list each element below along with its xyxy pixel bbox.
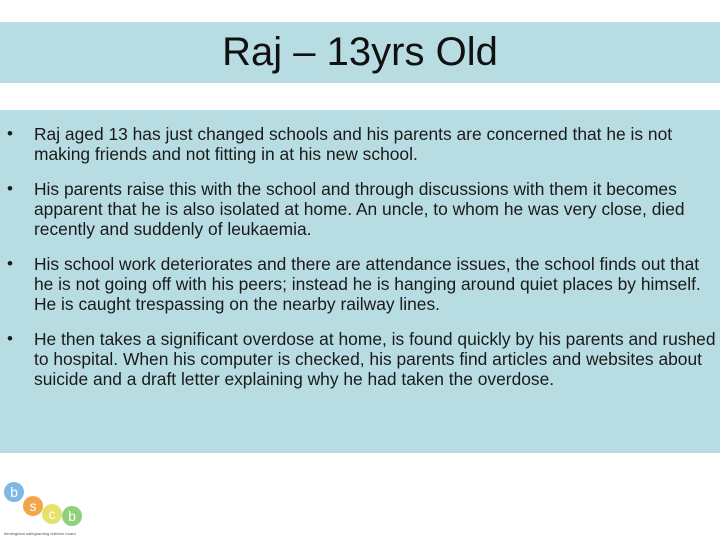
bullet-icon: • [7,329,13,348]
bullet-item [0,124,716,164]
bullet-item [0,254,716,314]
content-panel [0,110,720,453]
bullet-text: His parents raise this with the school and through discussions with them it becomes apparent that he is also isolated at home. An uncle, to whom he was very close, died recently and suddenly of leukaemia. [34,179,685,239]
logo-letter: c [48,506,56,522]
logo-letter: b [10,484,18,500]
bscb-logo [0,478,88,540]
bullet-item [0,329,716,389]
bullet-list [0,110,720,389]
logo-letter: s [29,498,37,514]
bullet-icon: • [7,254,13,273]
bullet-icon: • [7,124,13,143]
logo-letter: b [68,508,76,524]
bullet-icon: • [7,179,13,198]
logo-caption: birmingham safeguarding children board [4,531,76,536]
slide-title: Raj – 13yrs Old [222,30,498,74]
bullet-text: His school work deteriorates and there are attendance issues, the school finds out that he is not going off with his peers; instead he is hanging around quiet places by himself. He is caught trespassing on the nearby railway lines. [34,254,701,314]
bullet-item [0,179,716,239]
title-bar [0,22,720,83]
bullet-text: Raj aged 13 has just changed schools and his parents are concerned that he is not making friends and not fitting in at his new school. [34,124,673,164]
bullet-text: He then takes a significant overdose at home, is found quickly by his parents and rushed to hospital. When his computer is checked, his parents find articles and websites about suicide and a draft letter explaining why he had taken the overdose. [34,329,716,389]
logo-graphic [0,478,88,540]
